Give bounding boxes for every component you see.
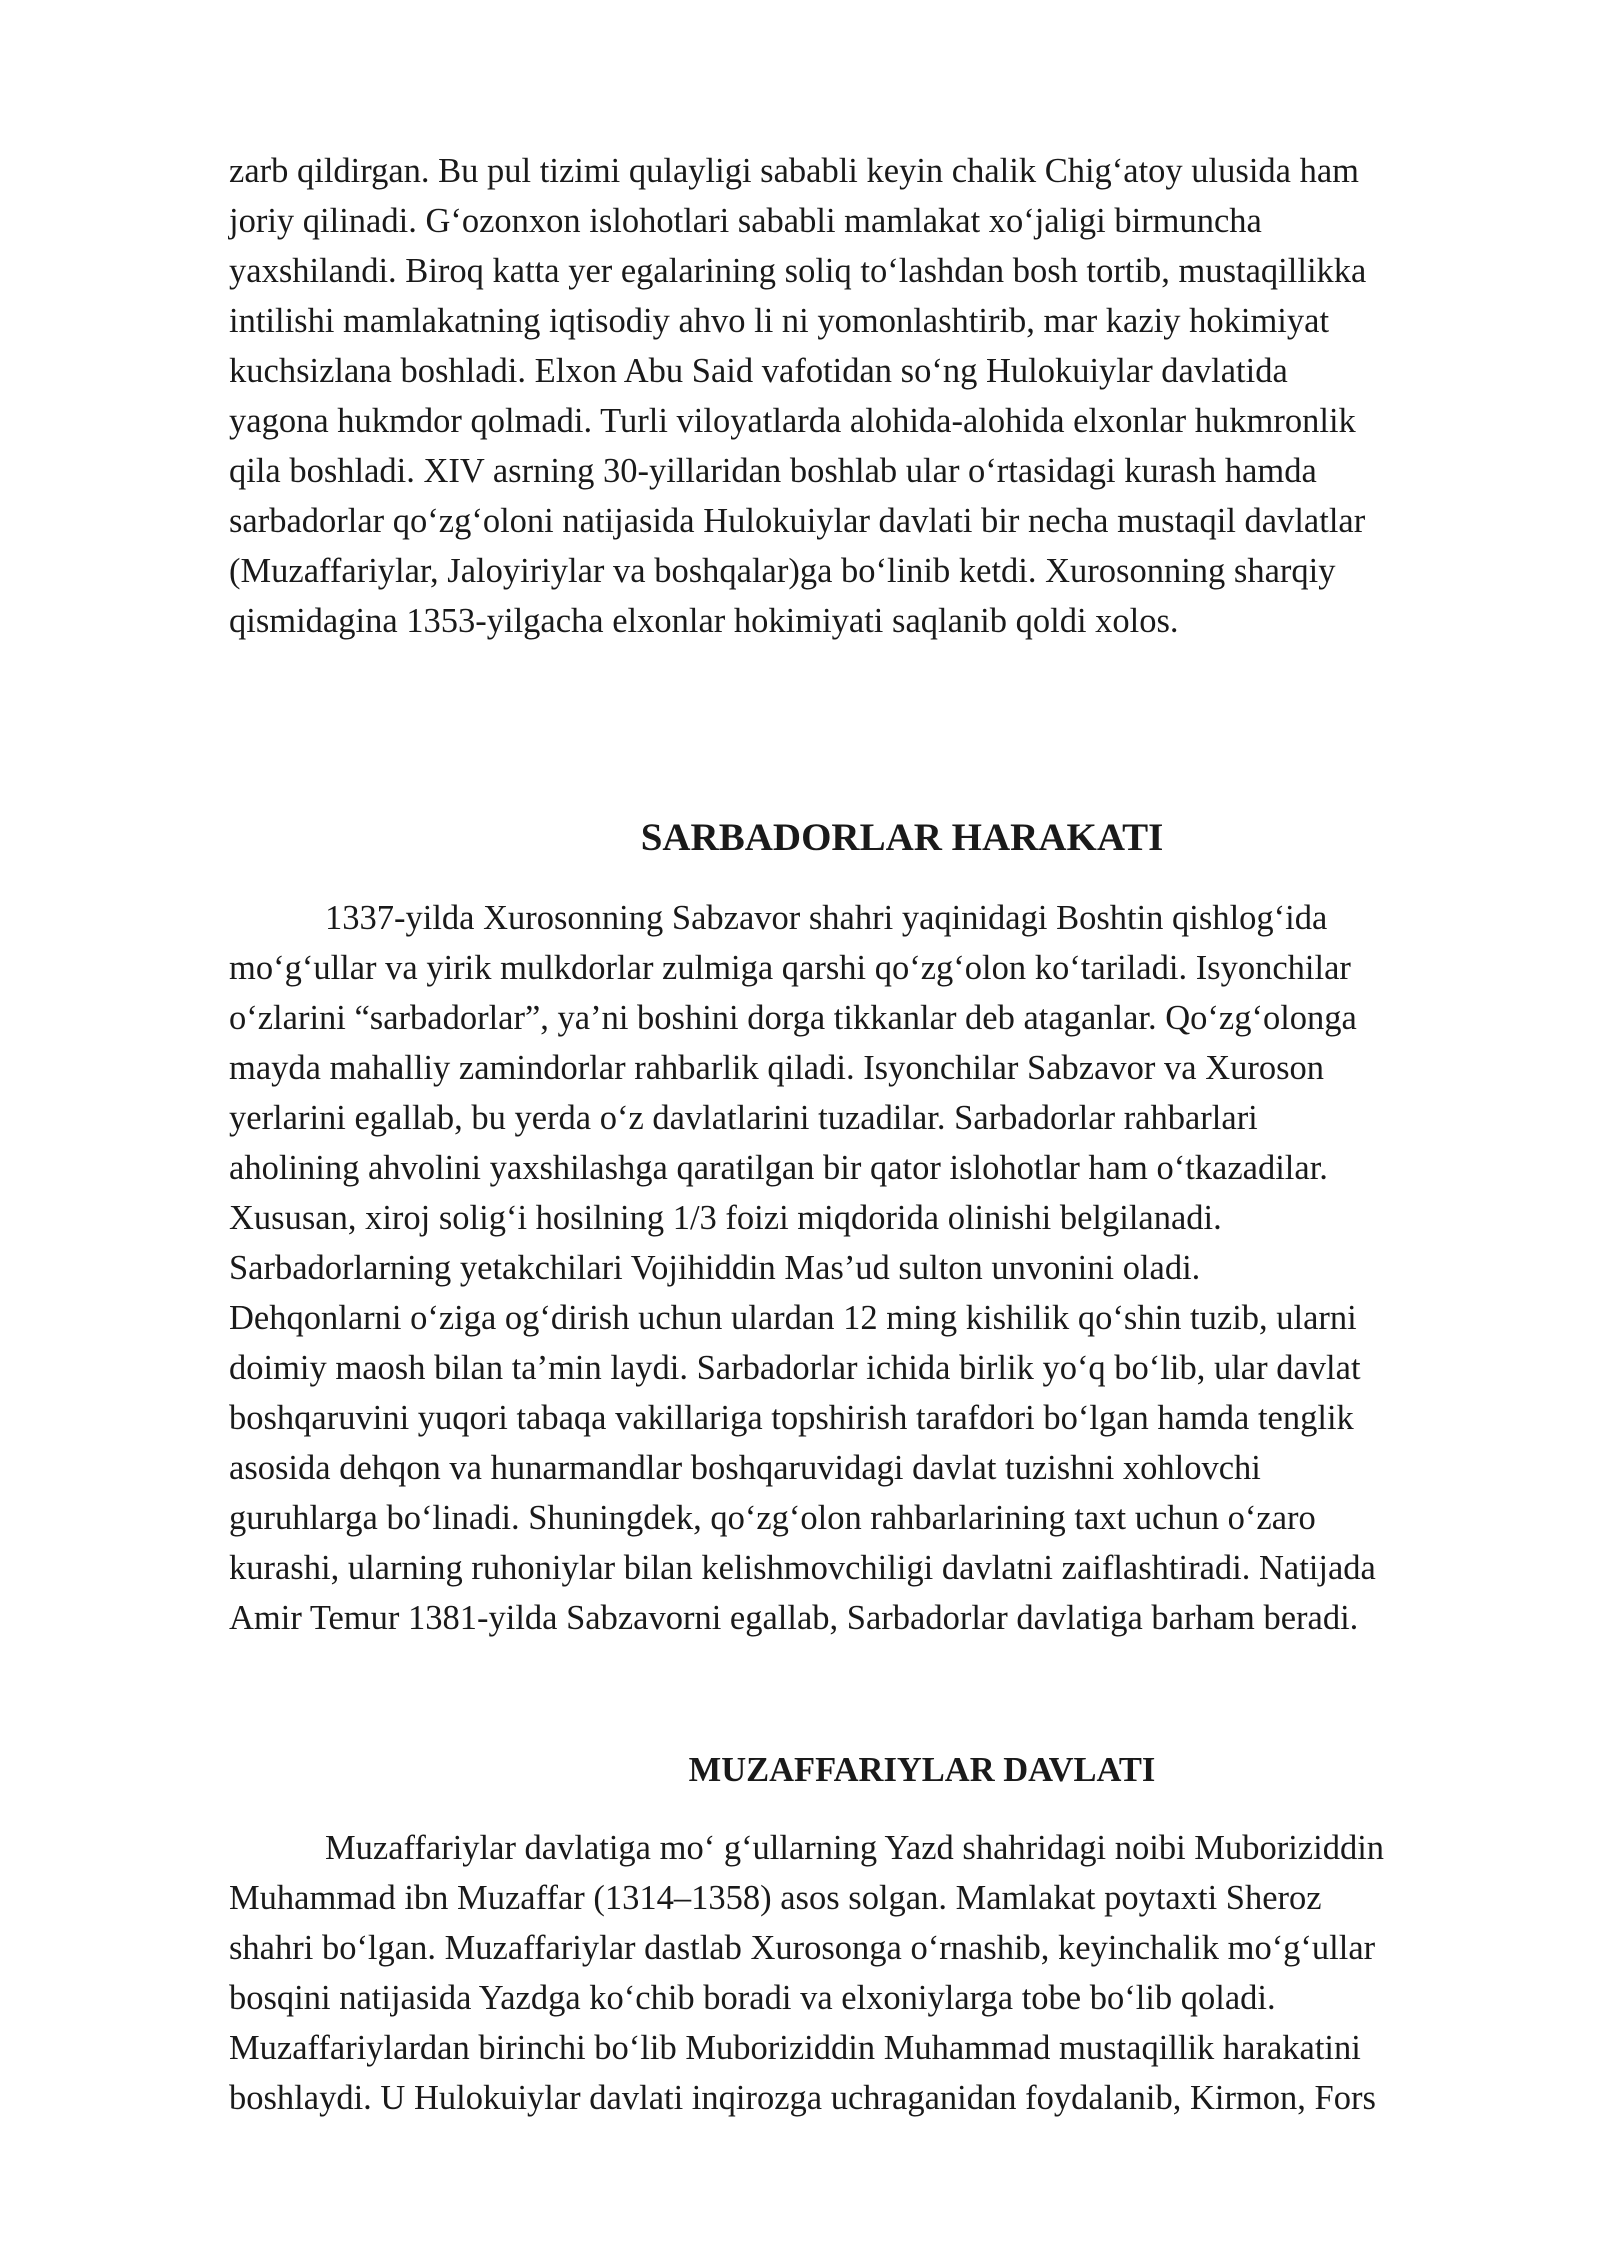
- text-line: qila boshladi. XIV asrning 30-yillaridan boshlab ular o‘rtasidagi kurash hamda: [229, 452, 1317, 490]
- text-line: boshlaydi. U Hulokuiylar davlati inqirozga uchraganidan foydalanib, Kirmon, Fors: [229, 2079, 1376, 2117]
- paragraph-sarbadorlar: [229, 893, 1376, 1643]
- text-line: yerlarini egallab, bu yerda o‘z davlatlarini tuzadilar. Sarbadorlar rahbarlari: [229, 1099, 1258, 1137]
- text-line: shahri bo‘lgan. Muzaffariylar dastlab Xurosonga o‘rnashib, keyinchalik mo‘g‘ullar: [229, 1929, 1376, 1967]
- section-heading-muzaffariylar: MUZAFFARIYLAR DAVLATI: [688, 1751, 1156, 1789]
- text-line: mayda mahalliy zamindorlar rahbarlik qiladi. Isyonchilar Sabzavor va Xuroson: [229, 1049, 1325, 1087]
- text-line: Xususan, xiroj solig‘i hosilning 1/3 foizi miqdorida olinishi belgilanadi.: [229, 1199, 1222, 1237]
- text-line: Dehqonlarni o‘ziga og‘dirish uchun ulardan 12 ming kishilik qo‘shin tuzib, ularni: [229, 1299, 1357, 1337]
- text-line: (Muzaffariylar, Jaloyiriylar va boshqalar)ga bo‘linib ketdi. Xurosonning sharqiy: [229, 552, 1336, 590]
- text-line: sarbadorlar qo‘zg‘oloni natijasida Hulokuiylar davlati bir necha mustaqil davlatlar: [229, 502, 1366, 540]
- text-line: o‘zlarini “sarbadorlar”, ya’ni boshini dorga tikkanlar deb ataganlar. Qo‘zg‘olonga: [229, 999, 1357, 1037]
- text-line: joriy qilinadi. G‘ozonxon islohotlari sababli mamlakat xo‘jaligi birmuncha: [229, 202, 1262, 240]
- text-line: guruhlarga bo‘linadi. Shuningdek, qo‘zg‘olon rahbarlarining taxt uchun o‘zaro: [229, 1499, 1316, 1537]
- section-heading-sarbadorlar: SARBADORLAR HARAKATI: [640, 816, 1164, 859]
- text-line: Muzaffariylar davlatiga mo‘ g‘ullarning Yazd shahridagi noibi Muboriziddin: [325, 1829, 1385, 1867]
- text-line: kuchsizlana boshladi. Elxon Abu Said vafotidan so‘ng Hulokuiylar davlatida: [229, 352, 1288, 390]
- text-line: kurashi, ularning ruhoniylar bilan kelishmovchiligi davlatni zaiflashtiradi. Natijada: [229, 1549, 1376, 1587]
- text-line: yagona hukmdor qolmadi. Turli viloyatlarda alohida-alohida elxonlar hukmronlik: [229, 402, 1356, 440]
- paragraph-intro: [229, 146, 1366, 646]
- text-line: asosida dehqon va hunarmandlar boshqaruvidagi davlat tuzishni xohlovchi: [229, 1449, 1261, 1487]
- text-line: intilishi mamlakatning iqtisodiy ahvo li ni yomonlashtirib, mar kaziy hokimiyat: [229, 302, 1330, 340]
- text-line: Sarbadorlarning yetakchilari Vojihiddin Mas’ud sulton unvonini oladi.: [229, 1249, 1201, 1287]
- text-line: 1337-yilda Xurosonning Sabzavor shahri yaqinidagi Boshtin qishlog‘ida: [325, 899, 1328, 937]
- text-line: Muhammad ibn Muzaffar (1314–1358) asos solgan. Mamlakat poytaxti Sheroz: [229, 1879, 1322, 1917]
- text-line: Amir Temur 1381-yilda Sabzavorni egallab, Sarbadorlar davlatiga barham beradi.: [229, 1599, 1359, 1637]
- text-line: qismidagina 1353-yilgacha elxonlar hokimiyati saqlanib qoldi xolos.: [229, 602, 1179, 640]
- text-line: doimiy maosh bilan ta’min laydi. Sarbadorlar ichida birlik yo‘q bo‘lib, ular davlat: [229, 1349, 1361, 1387]
- paragraph-muzaffariylar: [229, 1823, 1384, 2123]
- text-line: Muzaffariylardan birinchi bo‘lib Muboriziddin Muhammad mustaqillik harakatini: [229, 2029, 1361, 2067]
- text-line: yaxshilandi. Biroq katta yer egalarining soliq to‘lashdan bosh tortib, mustaqillikka: [229, 252, 1367, 290]
- text-line: zarb qildirgan. Bu pul tizimi qulayligi sababli keyin chalik Chig‘atoy ulusida ham: [229, 152, 1359, 190]
- text-line: mo‘g‘ullar va yirik mulkdorlar zulmiga qarshi qo‘zg‘olon ko‘tariladi. Isyonchilar: [229, 949, 1351, 987]
- text-line: boshqaruvini yuqori tabaqa vakillariga topshirish tarafdori bo‘lgan hamda tenglik: [229, 1399, 1354, 1437]
- text-line: bosqini natijasida Yazdga ko‘chib boradi va elxoniylarga tobe bo‘lib qoladi.: [229, 1979, 1276, 2017]
- text-line: aholining ahvolini yaxshilashga qaratilgan bir qator islohotlar ham o‘tkazadilar.: [229, 1149, 1328, 1187]
